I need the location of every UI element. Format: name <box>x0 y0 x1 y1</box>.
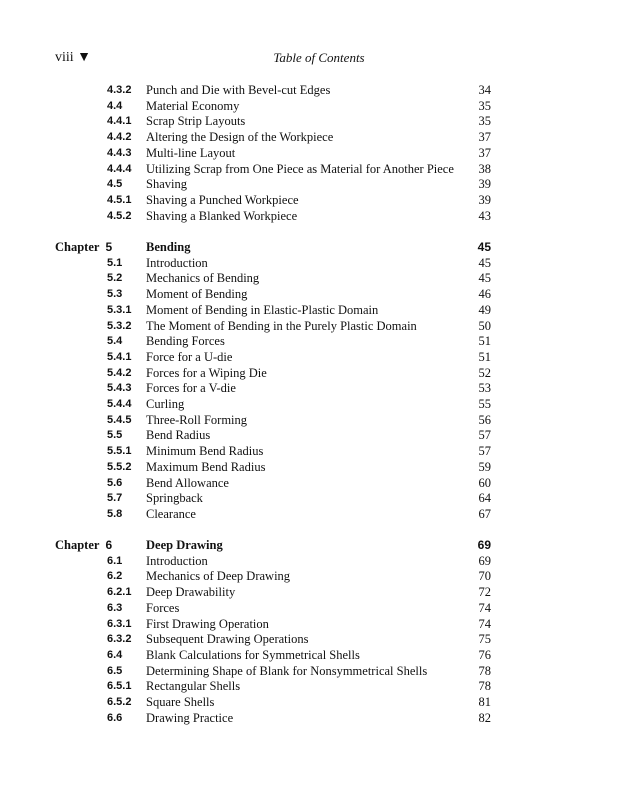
toc-entry[interactable] <box>0 443 638 459</box>
section-title: Shaving <box>146 177 187 192</box>
toc-entry[interactable] <box>0 647 638 663</box>
section-title: Bending Forces <box>146 334 225 349</box>
page-number: 72 <box>478 585 491 600</box>
section-number: 5.3 <box>107 288 123 301</box>
section-title: Shaving a Blanked Workpiece <box>146 208 298 223</box>
toc-entry[interactable] <box>0 161 638 177</box>
section-title: Introduction <box>146 255 208 270</box>
page-number: 56 <box>478 412 491 427</box>
page-number: 51 <box>478 349 491 364</box>
section-number: 5.3.2 <box>107 319 132 332</box>
toc-entry[interactable] <box>0 255 638 271</box>
toc-entry[interactable] <box>0 176 638 192</box>
page-number: 69 <box>478 553 491 568</box>
toc-entry[interactable] <box>0 412 638 428</box>
toc-entry[interactable] <box>0 286 638 302</box>
toc-entry[interactable] <box>0 475 638 491</box>
section-number: 5.4.3 <box>107 382 132 395</box>
page-number: 78 <box>478 679 491 694</box>
section-number: 6.3.1 <box>107 617 132 630</box>
section-number: 5.5.2 <box>107 460 132 473</box>
section-number: 6.2 <box>107 570 123 583</box>
chapter-number: 6 <box>105 538 113 552</box>
toc-entry[interactable] <box>0 302 638 318</box>
page-number: 43 <box>478 208 491 223</box>
toc-entry[interactable] <box>0 192 638 208</box>
section-number: 5.5.1 <box>107 445 132 458</box>
section-title: Punch and Die with Bevel-cut Edges <box>146 83 331 97</box>
section-title: First Drawing Operation <box>146 616 269 631</box>
section-number: 6.4 <box>107 648 123 661</box>
section-title: Altering the Design of the Workpiece <box>146 130 334 145</box>
toc-entry[interactable] <box>0 490 638 506</box>
page-number: 35 <box>478 98 491 113</box>
running-title: Table of Contents <box>273 50 365 65</box>
toc-entry[interactable] <box>0 365 638 381</box>
toc-entry[interactable] <box>0 694 638 710</box>
page-number: 39 <box>478 192 491 207</box>
section-number: 6.6 <box>107 711 123 724</box>
toc-entry[interactable] <box>0 553 638 569</box>
toc-entry[interactable] <box>0 98 638 114</box>
section-title: Mechanics of Bending <box>146 271 260 286</box>
section-number: 4.4.2 <box>107 131 132 144</box>
section-title: Moment of Bending <box>146 287 248 302</box>
page-number: 53 <box>478 381 491 396</box>
toc-entry[interactable] <box>0 396 638 412</box>
page-number: 51 <box>478 334 491 349</box>
toc-entry[interactable] <box>0 380 638 396</box>
section-title: Shaving a Punched Workpiece <box>146 192 299 207</box>
section-number: 5.2 <box>107 272 123 285</box>
section-title: Material Economy <box>146 98 240 113</box>
toc-entry[interactable] <box>0 710 638 726</box>
chapter-heading[interactable] <box>0 537 638 553</box>
section-title: Curling <box>146 397 185 411</box>
chapter-heading[interactable] <box>0 239 638 255</box>
section-number: 6.5.1 <box>107 680 132 693</box>
section-title: Square Shells <box>146 695 215 709</box>
page-number: 64 <box>478 491 491 506</box>
toc-entry[interactable] <box>0 631 638 647</box>
page-number: 35 <box>478 114 491 129</box>
toc-entry[interactable] <box>0 506 638 522</box>
page-number: 76 <box>478 647 491 662</box>
chapter-label <box>55 239 112 255</box>
section-number: 6.1 <box>107 554 123 567</box>
page-number: 81 <box>478 695 491 709</box>
toc-entry[interactable] <box>0 318 638 334</box>
section-number: 5.4 <box>107 335 123 348</box>
toc-entry[interactable] <box>0 333 638 349</box>
section-number: 6.3.2 <box>107 633 132 646</box>
section-number: 5.8 <box>107 507 123 520</box>
section-title: Force for a U-die <box>146 349 233 364</box>
section-title: The Moment of Bending in the Purely Plastic Domain <box>146 318 417 333</box>
page-number: 75 <box>478 632 491 647</box>
section-number: 5.1 <box>107 256 123 269</box>
section-number: 4.4.1 <box>107 115 132 128</box>
chapter-word: Chapter <box>55 538 100 552</box>
toc-entry[interactable] <box>0 584 638 600</box>
section-number: 5.4.5 <box>107 413 132 426</box>
page-number: 39 <box>478 177 491 192</box>
section-title: Subsequent Drawing Operations <box>146 632 309 647</box>
toc-entry[interactable] <box>0 459 638 475</box>
section-title: Drawing Practice <box>146 710 234 725</box>
toc-entry[interactable] <box>0 270 638 286</box>
section-title: Springback <box>146 491 203 506</box>
toc-entry[interactable] <box>0 113 638 129</box>
toc-entry[interactable] <box>0 129 638 145</box>
page-number: 37 <box>478 145 491 160</box>
chapter-page-number: 45 <box>477 240 491 254</box>
toc-entry[interactable] <box>0 678 638 694</box>
section-title: Clearance <box>146 506 196 521</box>
page-number: 46 <box>478 287 491 302</box>
page-number: 67 <box>478 506 491 521</box>
section-title: Bend Allowance <box>146 475 229 490</box>
section-number: 6.2.1 <box>107 586 132 599</box>
toc-entry[interactable] <box>0 82 638 98</box>
section-title: Scrap Strip Layouts <box>146 114 246 129</box>
page-number: 70 <box>478 569 491 584</box>
page-number: 55 <box>478 397 491 411</box>
page-number: 59 <box>478 459 491 474</box>
section-title: Mechanics of Deep Drawing <box>146 569 291 584</box>
page-number: 45 <box>478 271 491 286</box>
page-number: 50 <box>478 318 491 333</box>
chapter-number: 5 <box>105 240 113 254</box>
section-title: Moment of Bending in Elastic-Plastic Domain <box>146 302 379 317</box>
toc-entry[interactable] <box>0 568 638 584</box>
toc-entry[interactable] <box>0 208 638 224</box>
page-number: 60 <box>478 475 491 490</box>
toc-entry[interactable] <box>0 616 638 632</box>
section-number: 4.4 <box>107 99 123 112</box>
chapter-label <box>55 537 112 553</box>
chapter-title: Bending <box>146 240 191 254</box>
section-number: 5.4.2 <box>107 366 132 379</box>
section-title: Introduction <box>146 553 208 568</box>
section-number: 4.5.2 <box>107 209 132 222</box>
page-number-label: viii ▼ <box>55 50 92 65</box>
page-number: 52 <box>478 365 491 380</box>
section-title: Forces <box>146 600 180 615</box>
page-number: 38 <box>478 161 491 176</box>
section-title: Minimum Bend Radius <box>146 444 264 459</box>
section-title: Maximum Bend Radius <box>146 459 266 474</box>
toc-entry[interactable] <box>0 600 638 616</box>
chapter-page-number: 69 <box>477 538 491 552</box>
page-number: 57 <box>478 428 491 443</box>
page-number: 74 <box>478 600 491 615</box>
section-number: 5.3.1 <box>107 303 132 316</box>
section-title: Three-Roll Forming <box>146 412 248 427</box>
page-number: 45 <box>478 255 491 270</box>
section-title: Utilizing Scrap from One Piece as Material for Another Piece <box>146 161 454 176</box>
section-number: 5.4.4 <box>107 398 132 410</box>
section-title: Blank Calculations for Symmetrical Shells <box>146 647 360 662</box>
section-title: Deep Drawability <box>146 585 236 600</box>
section-title: Determining Shape of Blank for Nonsymmetrical Shells <box>146 663 428 678</box>
section-title: Forces for a V-die <box>146 381 236 396</box>
chapter-word: Chapter <box>55 240 100 254</box>
section-number: 5.7 <box>107 492 123 505</box>
page-number: 74 <box>478 616 491 631</box>
section-number: 4.4.4 <box>107 162 132 175</box>
section-title: Forces for a Wiping Die <box>146 365 267 380</box>
toc-entry[interactable] <box>0 349 638 365</box>
section-number: 6.5.2 <box>107 696 132 708</box>
toc-entry[interactable] <box>0 145 638 161</box>
page-number: 37 <box>478 130 491 145</box>
page-number: 82 <box>478 710 491 725</box>
section-number: 6.3 <box>107 601 123 614</box>
chapter-title: Deep Drawing <box>146 538 223 552</box>
section-number: 5.6 <box>107 476 123 489</box>
page-number: 34 <box>478 83 491 97</box>
toc-entry[interactable] <box>0 427 638 443</box>
section-title: Bend Radius <box>146 428 211 443</box>
section-number: 5.4.1 <box>107 350 132 363</box>
page-number: 78 <box>478 663 491 678</box>
section-title: Rectangular Shells <box>146 679 241 694</box>
page-number: 49 <box>478 302 491 317</box>
section-number: 4.4.3 <box>107 146 132 159</box>
section-number: 4.5 <box>107 178 123 191</box>
page-number: 57 <box>478 444 491 459</box>
section-number: 5.5 <box>107 429 123 442</box>
section-title: Multi-line Layout <box>146 145 236 160</box>
toc-entry[interactable] <box>0 663 638 679</box>
section-number: 4.3.2 <box>107 84 132 96</box>
section-number: 6.5 <box>107 664 123 677</box>
section-number: 4.5.1 <box>107 193 132 206</box>
